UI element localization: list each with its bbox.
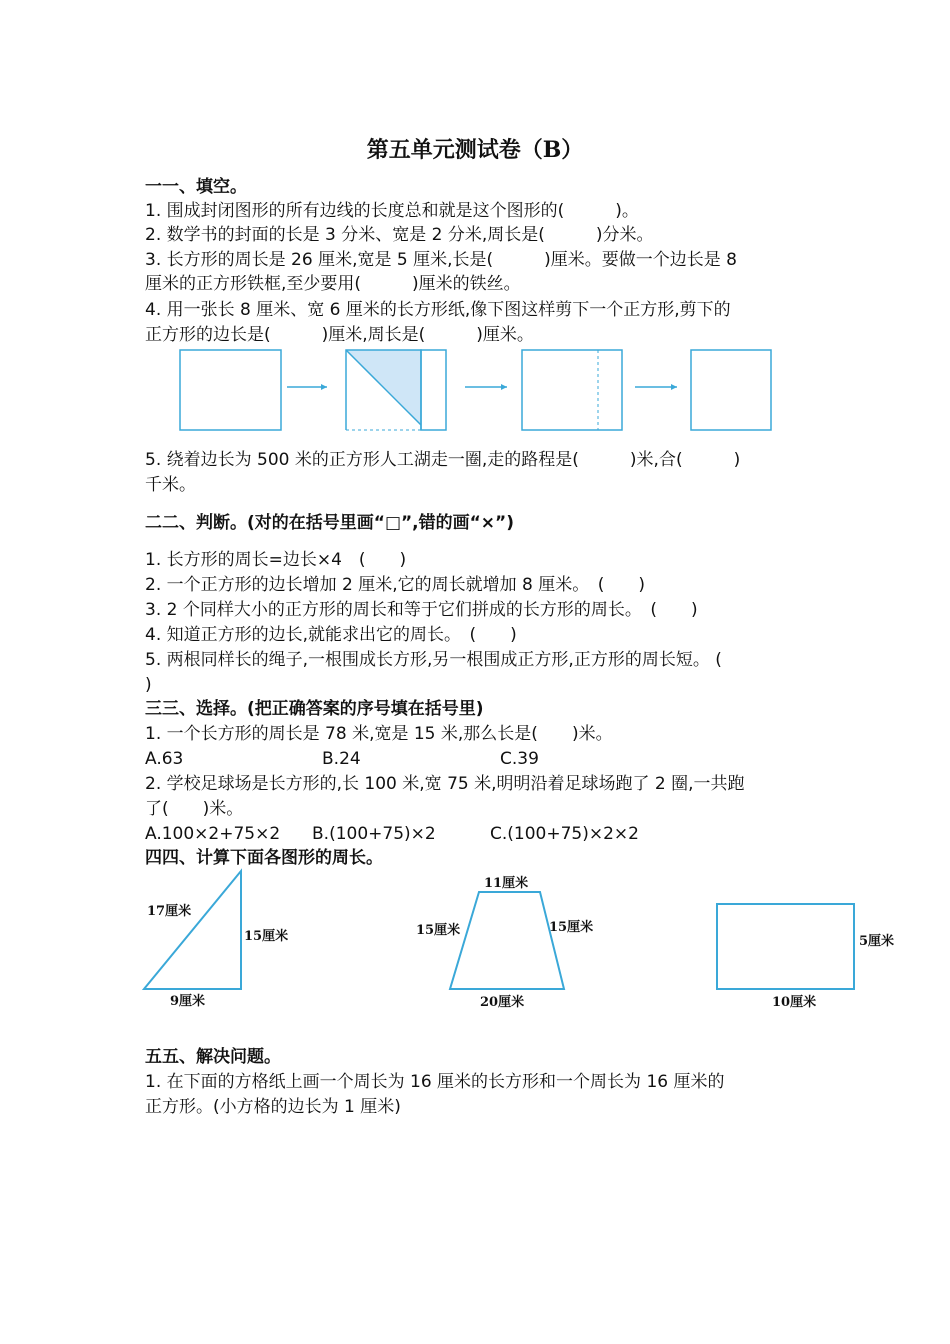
- trapezoid-left-label: 15厘米: [416, 923, 461, 938]
- triangle-base-label: 9厘米: [170, 994, 206, 1009]
- s2-question-1: 1. 长方形的周长=边长×4 ( ): [145, 550, 407, 570]
- cut-square-diagram: [175, 345, 775, 435]
- s2-question-3: 3. 2 个同样大小的正方形的周长和等于它们拼成的长方形的周长。 ( ): [145, 600, 698, 620]
- s2-question-4: 4. 知道正方形的边长,就能求出它的周长。 ( ): [145, 625, 517, 645]
- s5-question-1a: 1. 在下面的方格纸上画一个周长为 16 厘米的长方形和一个周长为 16 厘米的: [145, 1072, 725, 1092]
- rectangle-figure: [712, 898, 912, 1018]
- s1-question-5b: 千米。: [145, 475, 196, 495]
- s5-question-1b: 正方形。(小方格的边长为 1 厘米): [145, 1097, 401, 1117]
- rect-width-label: 10厘米: [772, 995, 817, 1010]
- section-3-heading: 三三、选择。(把正确答案的序号填在括号里): [145, 699, 484, 719]
- s3-q2-option-a: A.100×2+75×2: [145, 824, 281, 844]
- s3-q2-option-b: B.(100+75)×2: [312, 824, 436, 844]
- section-1-heading: 一一、填空。: [145, 177, 247, 197]
- s1-question-4b: 正方形的边长是( )厘米,周长是( )厘米。: [145, 325, 534, 345]
- trapezoid-figure: [410, 868, 610, 1018]
- trapezoid-bottom-label: 20厘米: [480, 995, 525, 1010]
- page-title: 第五单元测试卷（B）: [366, 137, 584, 163]
- trapezoid-top-label: 11厘米: [484, 876, 529, 891]
- s3-q1-option-c: C.39: [500, 749, 539, 769]
- section-2-heading: 二二、判断。(对的在括号里画“□”,错的画“×”): [145, 513, 514, 533]
- s3-question-2b: 了( )米。: [145, 799, 244, 819]
- s3-question-2a: 2. 学校足球场是长方形的,长 100 米,宽 75 米,明明沿着足球场跑了 2 圈,一共跑: [145, 774, 745, 794]
- s1-question-4a: 4. 用一张长 8 厘米、宽 6 厘米的长方形纸,像下图这样剪下一个正方形,剪下的: [145, 300, 731, 320]
- s2-question-5b: ): [145, 675, 152, 695]
- s3-q1-option-b: B.24: [322, 749, 361, 769]
- s1-question-5a: 5. 绕着边长为 500 米的正方形人工湖走一圈,走的路程是( )米,合( ): [145, 450, 741, 470]
- s3-q2-option-c: C.(100+75)×2×2: [490, 824, 639, 844]
- triangle-hyp-label: 17厘米: [147, 904, 192, 919]
- section-4-heading: 四四、计算下面各图形的周长。: [145, 848, 383, 868]
- triangle-side-label: 15厘米: [244, 929, 289, 944]
- trapezoid-right-label: 15厘米: [549, 920, 594, 935]
- section-5-heading: 五五、解决问题。: [145, 1047, 281, 1067]
- s1-question-3a: 3. 长方形的周长是 26 厘米,宽是 5 厘米,长是( )厘米。要做一个边长是 8: [145, 250, 737, 270]
- s2-question-2: 2. 一个正方形的边长增加 2 厘米,它的周长就增加 8 厘米。 ( ): [145, 575, 646, 595]
- s1-question-1: 1. 围成封闭图形的所有边线的长度总和就是这个图形的( )。: [145, 201, 639, 221]
- s3-q1-option-a: A.63: [145, 749, 184, 769]
- s2-question-5a: 5. 两根同样长的绳子,一根围成长方形,另一根围成正方形,正方形的周长短。 (: [145, 650, 722, 670]
- rect-height-label: 5厘米: [859, 934, 895, 949]
- s1-question-2: 2. 数学书的封面的长是 3 分米、宽是 2 分米,周长是( )分米。: [145, 225, 654, 245]
- s1-question-3b: 厘米的正方形铁框,至少要用( )厘米的铁丝。: [145, 274, 521, 294]
- triangle-figure: [140, 865, 300, 1015]
- s3-question-1: 1. 一个长方形的周长是 78 米,宽是 15 米,那么长是( )米。: [145, 724, 613, 744]
